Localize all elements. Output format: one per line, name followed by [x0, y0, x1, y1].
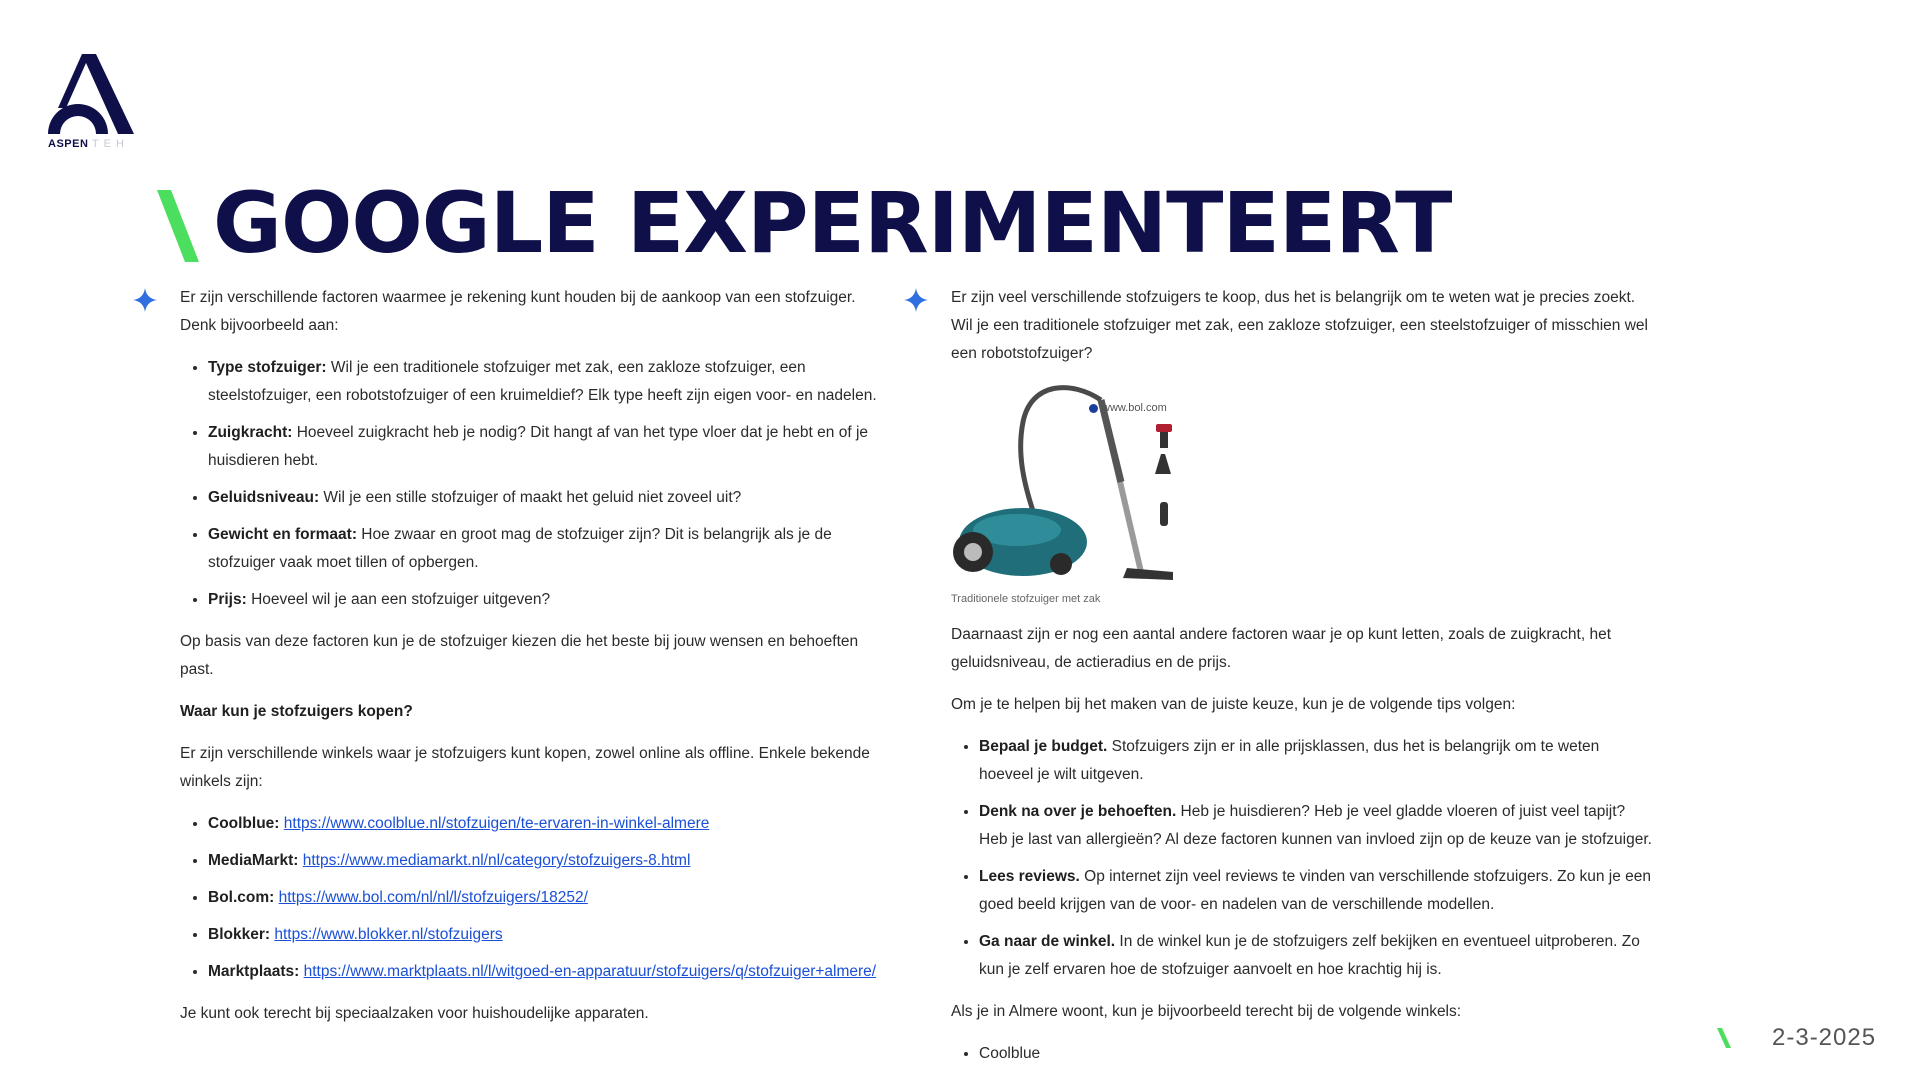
shop-link[interactable]: https://www.bol.com/nl/nl/l/stofzuigers/18252/: [278, 889, 588, 906]
list-item: • Coolblue: https://www.coolblue.nl/stofzuigen/te-ervaren-in-winkel-almere: [208, 810, 885, 838]
left-closing: Je kunt ook terecht bij speciaalzaken voor huishoudelijke apparaten.: [180, 1005, 649, 1022]
tips-intro: Om je te helpen bij het maken van de juiste keuze, kun je de volgende tips volgen:: [951, 696, 1516, 713]
shops-intro: Er zijn verschillende winkels waar je stofzuigers kunt kopen, zowel online als offline. Enkele bekende winkels zijn:: [180, 745, 870, 790]
list-item: • Prijs: Hoeveel wil je aan een stofzuiger uitgeven?: [208, 586, 885, 614]
left-intro: Er zijn verschillende factoren waarmee je rekening kunt houden bij de aankoop van een stofzuiger. Denk bijvoorbeeld aan:: [180, 289, 856, 334]
list-item: • Denk na over je behoeften. Heb je huisdieren? Heb je veel gladde vloeren of juist veel tapijt? Heb je last van allergieën? Al deze factoren kunnen van invloed zijn op de keuze van je stofzuiger.: [979, 798, 1656, 854]
list-item: • MediaMarkt: https://www.mediamarkt.nl/nl/category/stofzuigers-8.html: [208, 847, 885, 875]
image-caption: Traditionele stofzuiger met zak: [951, 593, 1101, 605]
gemini-sparkle-icon: [133, 288, 157, 312]
almere-shops-list: [951, 1040, 1656, 1068]
list-item: • Marktplaats: https://www.marktplaats.nl/l/witgoed-en-apparatuur/stofzuigers/q/stofzuiger+almere/: [208, 958, 885, 986]
right-intro: Er zijn veel verschillende stofzuigers te koop, dus het is belangrijk om te weten wat je precies zoekt. Wil je een traditionele stofzuiger met zak, een zakloze stofzuiger, een steelstofzuiger of misschien wel een robotstofzuiger?: [951, 289, 1648, 362]
page-title: GOOGLE EXPERIMENTEERT: [213, 174, 1452, 272]
image-source[interactable]: www.bol.com: [1089, 394, 1167, 422]
almere-intro: Als je in Almere woont, kun je bijvoorbeeld terecht bij de volgende winkels:: [951, 1003, 1462, 1020]
shop-link[interactable]: https://www.coolblue.nl/stofzuigen/te-ervaren-in-winkel-almere: [283, 815, 710, 832]
logo-brand-text: ASPEN: [48, 138, 89, 150]
list-item: • Bepaal je budget. Stofzuigers zijn er in alle prijsklassen, dus het is belangrijk om te weten hoeveel je wilt uitgeven.: [979, 733, 1656, 789]
left-summary: Op basis van deze factoren kun je de stofzuiger kiezen die het beste bij jouw wensen en behoeften past.: [180, 633, 859, 678]
right-para2: Daarnaast zijn er nog een aantal andere factoren waar je op kunt letten, zoals de zuigkracht, het geluidsniveau, de actieradius en de prijs.: [951, 626, 1612, 671]
factors-list: [180, 354, 885, 614]
list-item: • Type stofzuiger: Wil je een traditionele stofzuiger met zak, een zakloze stofzuiger, een steelstofzuiger, een robotstofzuiger of een kruimeldief? Elk type heeft zijn eigen voor- en nadelen.: [208, 354, 885, 410]
list-item: • Blokker: https://www.blokker.nl/stofzuigers: [208, 921, 885, 949]
slide-date: 2-3-2025: [1772, 1024, 1877, 1051]
shop-link[interactable]: https://www.blokker.nl/stofzuigers: [274, 926, 503, 943]
list-item: • Gewicht en formaat: Hoe zwaar en groot mag de stofzuiger zijn? Dit is belangrijk als je de stofzuiger vaak moet tillen of opbergen.: [208, 521, 885, 577]
left-heading: Waar kun je stofzuigers kopen?: [180, 703, 413, 720]
list-item: • Lees reviews. Op internet zijn veel reviews te vinden van verschillende stofzuigers. Zo kun je een goed beeld krijgen van de voor- en nadelen van de verschillende modellen.: [979, 863, 1656, 919]
title-slash-accent: [157, 190, 199, 262]
vacuum-image[interactable]: [951, 382, 1191, 587]
tips-list: [951, 733, 1656, 984]
list-item: • Zuigkracht: Hoeveel zuigkracht heb je nodig? Dit hangt af van het type vloer dat je hebt en of je huisdieren hebt.: [208, 419, 885, 475]
shops-list: [180, 810, 885, 986]
answer-left: [180, 284, 885, 1042]
aspen-logo: [44, 50, 144, 155]
list-item: • Ga naar de winkel. In de winkel kun je de stofzuigers zelf bekijken en eventueel uitproberen. Zo kun je zelf ervaren hoe de stofzuiger aanvoelt en hoe krachtig hij is.: [979, 928, 1656, 984]
bol-favicon-icon: [1089, 404, 1098, 413]
gemini-sparkle-icon: [904, 288, 928, 312]
answer-right: [951, 284, 1656, 1082]
shop-link[interactable]: https://www.marktplaats.nl/l/witgoed-en-apparatuur/stofzuigers/q/stofzuiger+almere/: [303, 963, 877, 980]
list-item: • Geluidsniveau: Wil je een stille stofzuiger of maakt het geluid niet zoveel uit?: [208, 484, 885, 512]
footer-slash-accent: [1717, 1028, 1731, 1048]
shop-link[interactable]: https://www.mediamarkt.nl/nl/category/stofzuigers-8.html: [302, 852, 691, 869]
list-item: • Coolblue: [979, 1040, 1656, 1068]
aspen-logo-mark: [44, 50, 134, 140]
list-item: • Bol.com: https://www.bol.com/nl/nl/l/stofzuigers/18252/: [208, 884, 885, 912]
logo-sub-text: T E H: [92, 138, 125, 150]
